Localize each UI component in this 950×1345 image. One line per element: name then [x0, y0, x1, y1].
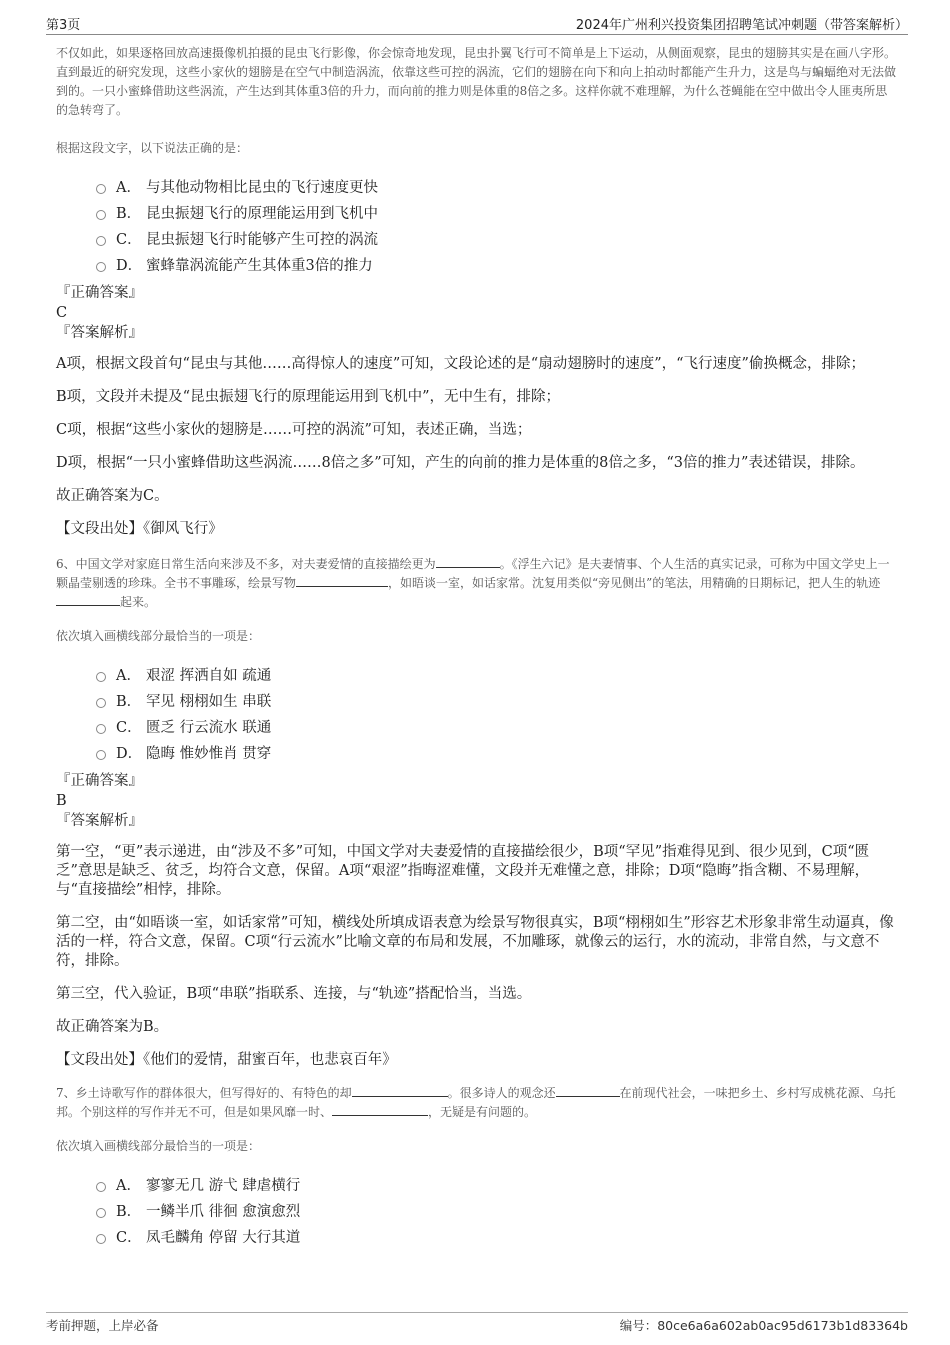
option-text: 昆虫振翅飞行时能够产生可控的涡流 — [146, 231, 378, 248]
q7-stem: 7、乡土诗歌写作的群体很大，但写得好的、有特色的却 。很多诗人的观念还 在前现代社会，一味把乡土、乡村写成桃花源、乌托邦。个别这样的写作并无不可，但是如果风靡一时、 ，无疑是有问题的。 — [56, 1086, 896, 1119]
q7-options — [56, 1171, 896, 1249]
radio-button[interactable] — [96, 184, 106, 194]
q7-prompt: 依次填入画横线部分最恰当的一项是： — [56, 1139, 261, 1153]
q5-analysis-label: 『答案解析』 — [56, 325, 143, 341]
footer-slogan: 考前押题，上岸必备 — [46, 1318, 159, 1333]
q7-option-c[interactable]: C． 凤毛麟角 停留 大行其道 — [56, 1223, 896, 1249]
radio-button[interactable] — [96, 672, 106, 682]
option-text: 蜜蜂靠涡流能产生其体重3倍的推力 — [146, 257, 373, 274]
radio-button[interactable] — [96, 1182, 106, 1192]
fill-blank — [352, 1084, 448, 1097]
q6-option-a[interactable]: A． 艰涩 挥洒自如 疏通 — [56, 661, 896, 687]
option-text: 凤毛麟角 停留 大行其道 — [146, 1229, 301, 1246]
q5-options — [56, 173, 896, 277]
q6-options — [56, 661, 896, 765]
page-header — [46, 12, 908, 35]
q6-stem: 6、中国文学对家庭日常生活向来涉及不多，对夫妻爱情的直接描绘更为 。《浮生六记》是夫妻情事、个人生活的真实记录，可称为中国文学史上一颗晶莹剔透的珍珠。全书不事雕琢，绘景写物 ，如晤谈一室，如话家常。沈复用类似“旁见侧出”的笔法，用精确的日期标记，把人生的轨迹起来。 — [56, 557, 890, 609]
radio-button[interactable] — [96, 1234, 106, 1244]
q5-source: 【文段出处】《御风飞行》 — [56, 521, 223, 537]
option-text: 艰涩 挥洒自如 疏通 — [146, 667, 272, 684]
option-text: 匮乏 行云流水 联通 — [146, 719, 272, 736]
fill-blank — [332, 1103, 428, 1116]
q6-option-b[interactable]: B． 罕见 栩栩如生 串联 — [56, 687, 896, 713]
radio-button[interactable] — [96, 236, 106, 246]
radio-button[interactable] — [96, 210, 106, 220]
q6-source: 【文段出处】《他们的爱情，甜蜜百年，也悲哀百年》 — [56, 1052, 397, 1068]
radio-button[interactable] — [96, 1208, 106, 1218]
option-text: 与其他动物相比昆虫的飞行速度更快 — [146, 179, 378, 196]
q6-conclusion: 故正确答案为B。 — [56, 1019, 169, 1035]
q6-answer: B — [56, 793, 67, 809]
fill-blank — [56, 593, 120, 606]
document-body — [56, 44, 896, 1249]
option-text: 罕见 栩栩如生 串联 — [146, 693, 272, 710]
q6-prompt: 依次填入画横线部分最恰当的一项是： — [56, 629, 261, 643]
q5-passage: 不仅如此，如果逐格回放高速摄像机拍摄的昆虫飞行影像，你会惊奇地发现，昆虫扑翼飞行可不简单是上下运动，从侧面观察，昆虫的翅膀其实是在画八字形。直到最近的研究发现，这些小家伙的翅膀是在空气中制造涡流，依靠这些可控的涡流，它们的翅膀在向下和向上拍动时都能产生升力，这是鸟与蝙蝠绝对无法做到的。一只小蜜蜂借助这些涡流，产生达到其体重3倍的升力，而向前的推力则是体重的8倍之多。这样你就不难理解，为什么苍蝇能在空中做出令人匪夷所思的急转弯了。 — [56, 46, 897, 117]
radio-button[interactable] — [96, 698, 106, 708]
fill-blank — [436, 555, 500, 568]
fill-blank — [556, 1084, 620, 1097]
fill-blank — [296, 574, 388, 587]
document-title: 2024年广州利兴投资集团招聘笔试冲刺题（带答案解析） — [575, 18, 908, 33]
q6-analysis-2: 第二空，由“如晤谈一室，如话家常”可知，横线处所填成语表意为绘景写物很真实，B项“栩栩如生”形容艺术形象非常生动逼真，像活的一样，符合文意，保留。C项“行云流水”比喻文章的布局和发展，不加雕琢，就像云的运行，水的流动，非常自然，与文意不符，排除。 — [56, 915, 894, 969]
q5-option-a[interactable]: A． 与其他动物相比昆虫的飞行速度更快 — [56, 173, 896, 199]
q6-analysis-3: 第三空，代入验证，B项“串联”指联系、连接，与“轨迹”搭配恰当，当选。 — [56, 986, 532, 1002]
option-text: 昆虫振翅飞行的原理能运用到飞机中 — [146, 205, 378, 222]
q5-option-c[interactable]: C． 昆虫振翅飞行时能够产生可控的涡流 — [56, 225, 896, 251]
q5-analysis-b: B项，文段并未提及“昆虫振翅飞行的原理能运用到飞机中”，无中生有，排除； — [56, 389, 560, 405]
q7-option-b[interactable]: B． 一鳞半爪 徘徊 愈演愈烈 — [56, 1197, 896, 1223]
q7-option-a[interactable]: A． 寥寥无几 游弋 肆虐横行 — [56, 1171, 896, 1197]
q6-option-c[interactable]: C． 匮乏 行云流水 联通 — [56, 713, 896, 739]
q6-analysis-label: 『答案解析』 — [56, 813, 143, 829]
document-id: 编号：80ce6a6a602ab0ac95d6173b1d83364b — [619, 1318, 908, 1333]
option-text: 隐晦 惟妙惟肖 贯穿 — [146, 745, 272, 762]
radio-button[interactable] — [96, 724, 106, 734]
radio-button[interactable] — [96, 262, 106, 272]
page-number: 第3页 — [46, 18, 81, 33]
q5-conclusion: 故正确答案为C。 — [56, 488, 169, 504]
page-footer — [46, 1312, 908, 1335]
q5-prompt: 根据这段文字，以下说法正确的是： — [56, 141, 249, 155]
option-text: 一鳞半爪 徘徊 愈演愈烈 — [146, 1203, 301, 1220]
q5-analysis-d: D项，根据“一只小蜜蜂借助这些涡流……8倍之多”可知，产生的向前的推力是体重的8倍之多，“3倍的推力”表述错误，排除。 — [56, 455, 865, 471]
option-text: 寥寥无几 游弋 肆虐横行 — [146, 1177, 301, 1194]
q5-option-d[interactable]: D． 蜜蜂靠涡流能产生其体重3倍的推力 — [56, 251, 896, 277]
radio-button[interactable] — [96, 750, 106, 760]
q6-option-d[interactable]: D． 隐晦 惟妙惟肖 贯穿 — [56, 739, 896, 765]
q5-answer-label: 『正确答案』 — [56, 285, 143, 301]
q5-analysis-a: A项，根据文段首句“昆虫与其他……高得惊人的速度”可知，文段论述的是“扇动翅膀时的速度”，“飞行速度”偷换概念，排除； — [56, 356, 865, 372]
q5-option-b[interactable]: B． 昆虫振翅飞行的原理能运用到飞机中 — [56, 199, 896, 225]
q6-answer-label: 『正确答案』 — [56, 773, 143, 789]
q5-analysis-c: C项，根据“这些小家伙的翅膀是……可控的涡流”可知，表述正确，当选； — [56, 422, 532, 438]
q6-analysis-1: 第一空，“更”表示递进，由“涉及不多”可知，中国文学对夫妻爱情的直接描绘很少，B项“罕见”指难得见到、很少见到，C项“匮乏”意思是缺乏、贫乏，均符合文意，保留。A项“艰涩”指晦涩难懂，文段并无难懂之意，排除；D项“隐晦”指含糊、不易理解，与“直接描绘”相悖，排除。 — [56, 844, 870, 898]
q5-answer: C — [56, 305, 68, 321]
